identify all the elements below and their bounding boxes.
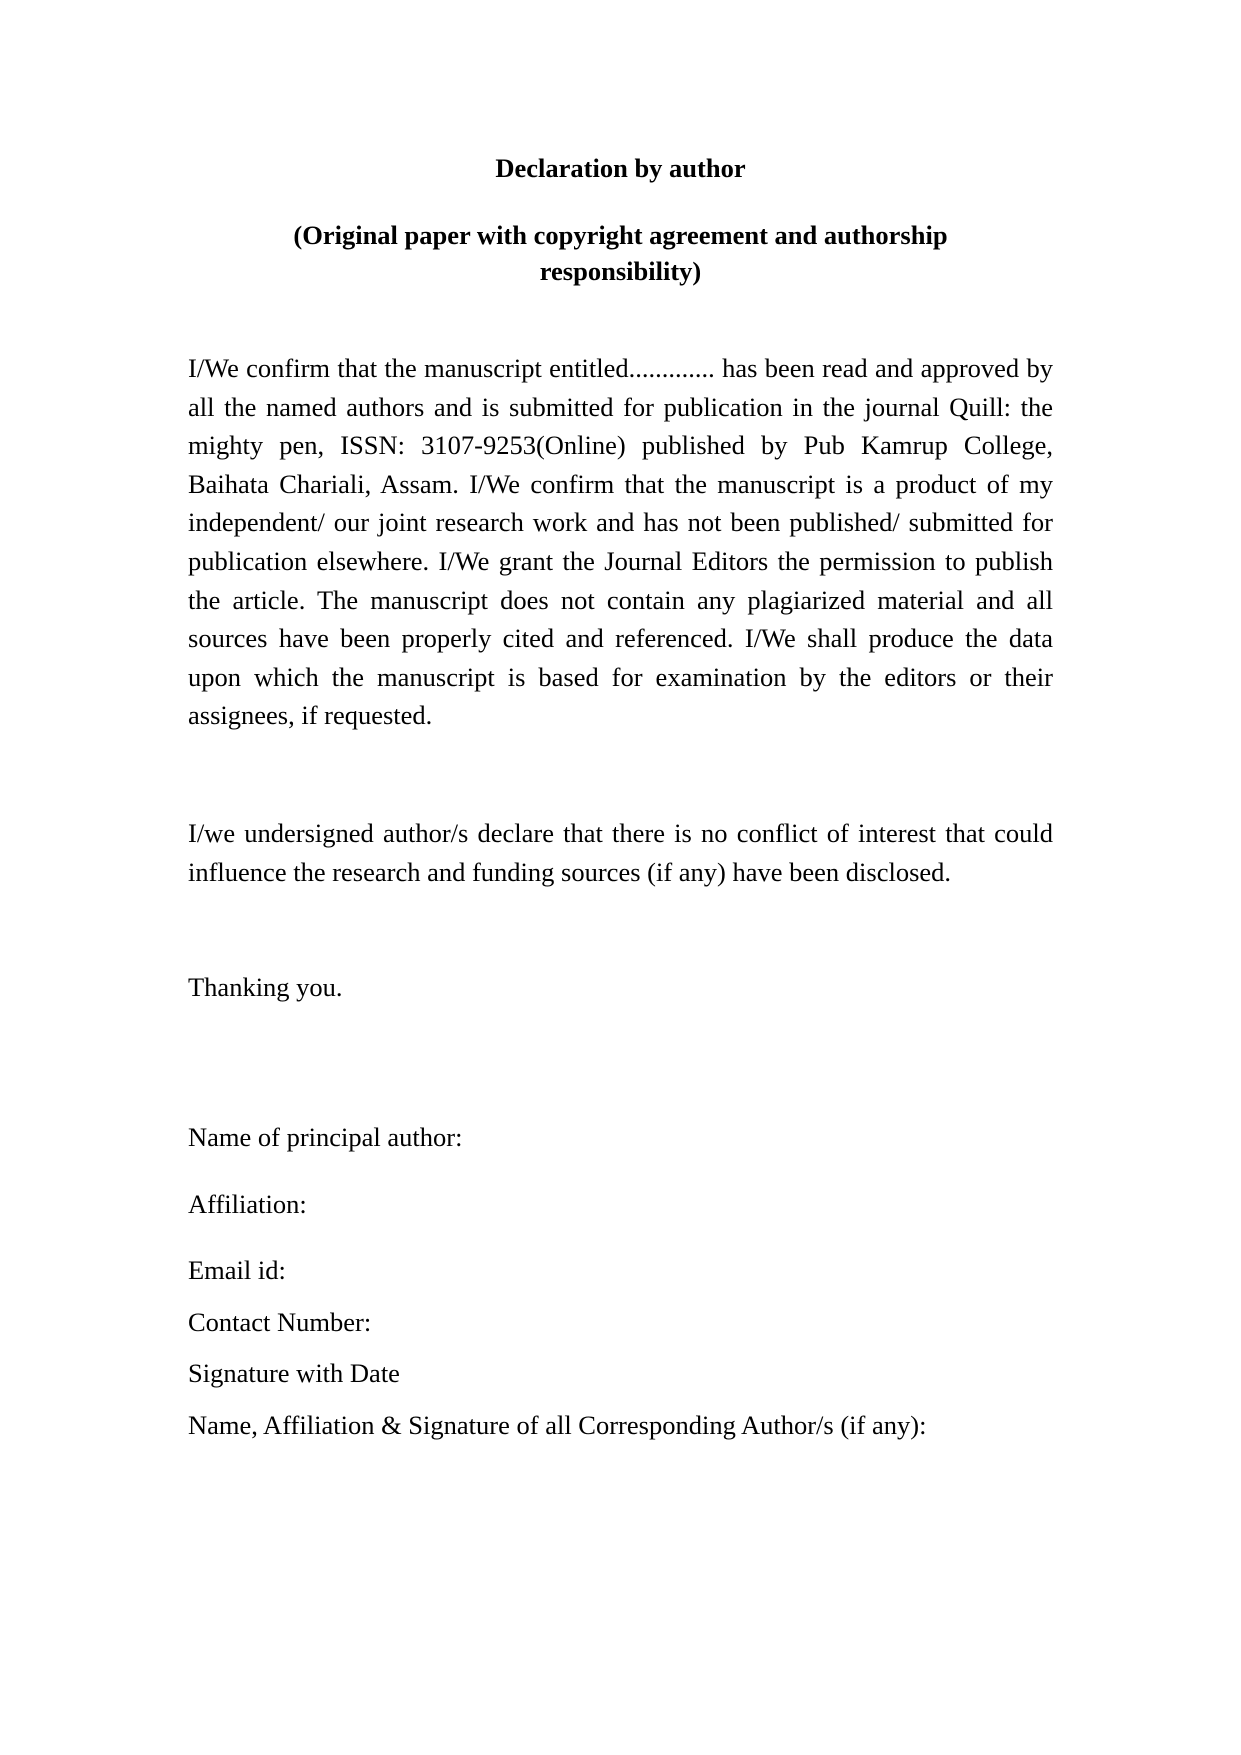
corresponding-authors-field: Name, Affiliation & Signature of all Corresponding Author/s (if any): [188,1410,927,1440]
signature-date-field: Signature with Date [188,1358,400,1388]
email-field: Email id: [188,1255,286,1285]
contact-number-field: Contact Number: [188,1307,372,1337]
document-subtitle: (Original paper with copyright agreement and authorship responsibility) [293,220,948,286]
closing-line: Thanking you. [188,972,343,1002]
affiliation-field: Affiliation: [188,1189,307,1219]
document-title: Declaration by author [495,153,746,183]
conflict-of-interest-paragraph: I/we undersigned author/s declare that there is no conflict of interest that could influence the research and funding sources (if any) have been disclosed. [188,818,1053,887]
declaration-paragraph: I/We confirm that the manuscript entitled............. has been read and approved by all the named authors and is submitted for publication in the journal Quill: the mighty pen, ISSN: 3107-9253(Online) published by Pub Kamrup College, Baihata Chariali, Assam. I/We confirm that the manuscript is a product of my independent/ our joint research work and has not been published/ submitted for publication elsewhere. I/We grant the Journal Editors the permission to publish the article. The manuscript does not contain any plagiarized material and all sources have been properly cited and referenced. I/We shall produce the data upon which the manuscript is based for examination by the editors or their assignees, if requested. [188,353,1053,731]
principal-author-name-field: Name of principal author: [188,1122,463,1152]
